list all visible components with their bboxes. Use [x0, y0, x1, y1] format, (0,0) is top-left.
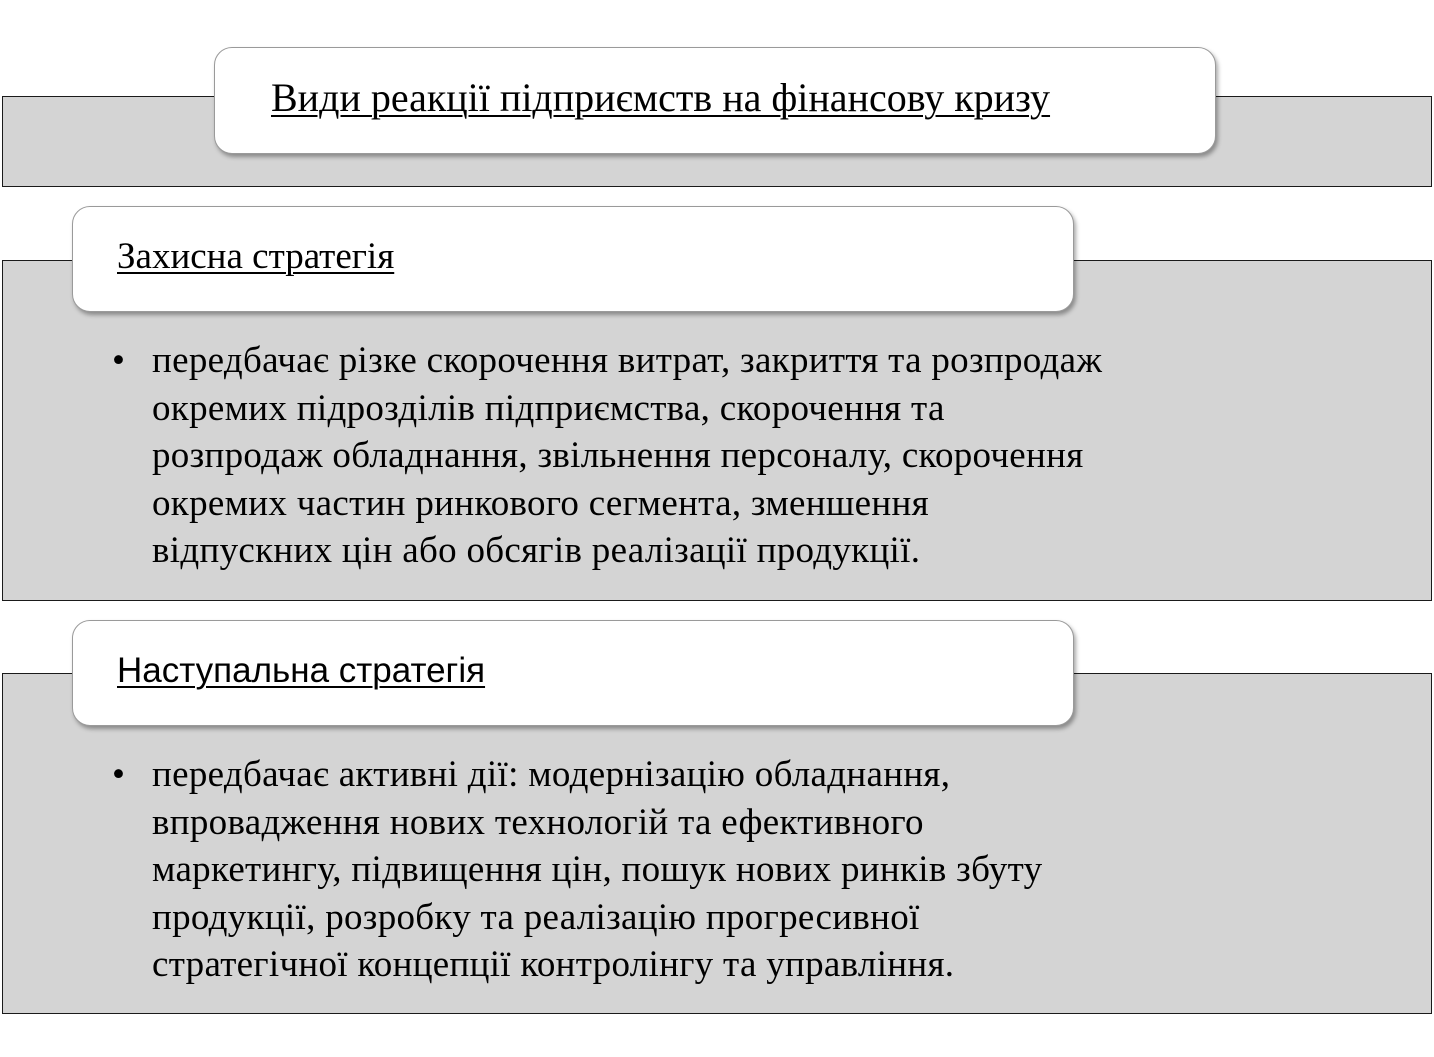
title-box: [214, 47, 1216, 154]
text-line: розпродаж обладнання, звільнення персоналу, скорочення: [152, 435, 1084, 476]
section-heading-box-offensive: [72, 620, 1074, 726]
bullet-text-defensive: [152, 337, 1102, 575]
text-line: маркетингу, підвищення цін, пошук нових ринків збуту: [152, 849, 1043, 890]
text-line: передбачає активні дії: модернізацію обладнання,: [152, 754, 951, 795]
text-line: передбачає різке скорочення витрат, закриття та розпродаж: [152, 340, 1103, 381]
text-line: окремих підрозділів підприємства, скорочення та: [152, 387, 945, 429]
section-heading-offensive: Наступальна стратегія: [117, 651, 486, 690]
page-title: Види реакції підприємств на фінансову кризу: [271, 75, 1051, 120]
text-line: відпускних цін або обсягів реалізації продукції.: [152, 530, 921, 571]
text-line: стратегічної концепції контролінгу та управління.: [152, 944, 955, 985]
bullet-icon: •: [112, 340, 126, 381]
section-heading-box-defensive: [72, 206, 1074, 312]
text-line: окремих частин ринкового сегмента, зменшення: [152, 482, 929, 524]
bullet-text-offensive: [152, 751, 1042, 989]
text-line: впровадження нових технологій та ефективного: [152, 801, 924, 843]
bullet-icon: •: [112, 754, 126, 795]
text-line: продукції, розробку та реалізацію прогресивної: [152, 896, 920, 938]
section-heading-defensive: Захисна стратегія: [117, 236, 395, 277]
